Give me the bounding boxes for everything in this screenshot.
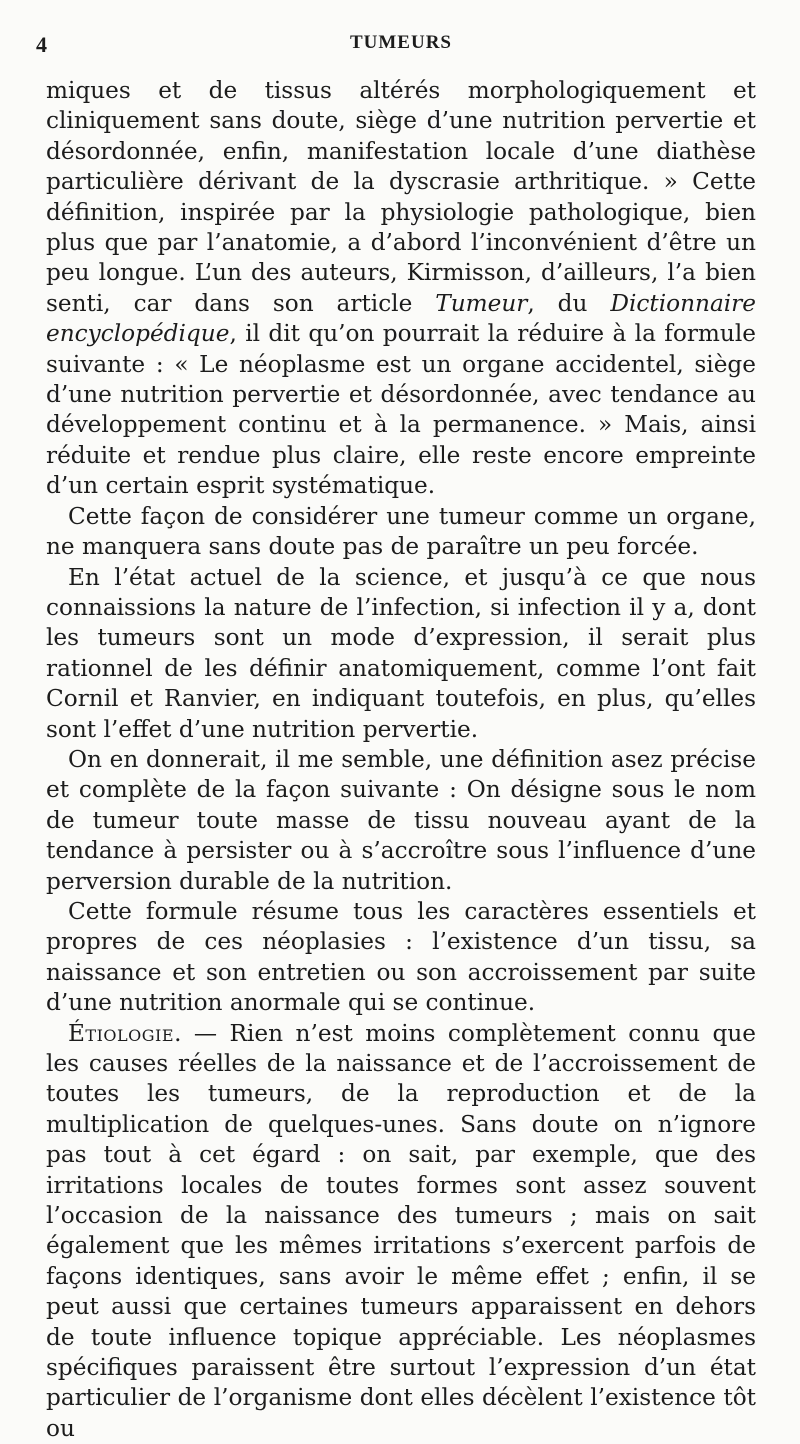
- page-header: [36, 32, 756, 76]
- page-number: 4: [36, 32, 47, 57]
- section-heading: Étiologie: [68, 1019, 175, 1047]
- paragraph: Cette formule résume tous les caractères essentiels et propres de ces néoplasies : l’existence d’un tissu, sa naissance et son entretien ou son accroissement par suite d’une nutrition anormale qui se continue.: [46, 897, 756, 1017]
- text-run: , il dit qu’on pourrait la réduire à la formule suivante : « Le néoplasme est un organe accidentel, siège d’une nutrition pervertie et désordonnée, avec tendance au développement continu et à la permanence. » Mais, ainsi réduite et rendue plus claire, elle reste encore empreinte d’un certain esprit systématique.: [46, 320, 756, 500]
- paragraph: En l’état actuel de la science, et jusqu’à ce que nous connaissions la nature de l’infection, si infection il y a, dont les tumeurs sont un mode d’expression, il serait plus rationnel de les définir anatomiquement, comme l’ont fait Cornil et Ranvier, en indiquant toutefois, en plus, qu’elles sont l’effet d’une nutrition pervertie.: [46, 563, 756, 743]
- italic-title: Tumeur: [435, 289, 528, 317]
- text-run: Rien n’est moins complètement connu que les causes réelles de la naissance et de l’accroissement de toutes les tumeurs, de la reproduction et de la multiplication de quelques-unes. Sans doute on n’ignore pas tout à cet égard : on sait, par exemple, que des irritations locales de toutes formes sont assez souvent l’occasion de la naissance des tumeurs ; mais on sait également que les mêmes irritations s’exercent parfois de façons identiques, sans avoir le même effet ; enfin, il se peut aussi que certaines tumeurs apparaissent en dehors de toute influence topique appréciable. Les néoplasmes spécifiques paraissent être surtout l’expression d’un état particulier de l’organisme dont elles décèlent l’existence tôt ou: [46, 1019, 756, 1442]
- paragraph-etiologie: [46, 1019, 756, 1444]
- heading-separator: . —: [174, 1019, 230, 1047]
- body-text: [46, 76, 756, 1444]
- paragraph-continuation: [46, 76, 756, 502]
- paragraph: Cette façon de considérer une tumeur comme un organe, ne manquera sans doute pas de paraître un peu forcée.: [46, 502, 756, 561]
- paragraph: On en donnerait, il me semble, une définition asez précise et complète de la façon suivante : On désigne sous le nom de tumeur toute masse de tissu nouveau ayant de la tendance à persister ou à s’accroître sous l’influence d’une perversion durable de la nutrition.: [46, 745, 756, 895]
- italic-title: Dictionnaire encyclopédique: [46, 289, 756, 348]
- text-run: , du: [527, 289, 611, 317]
- text-run: miques et de tissus altérés morphologiquement et cliniquement sans doute, siège d’une nutrition pervertie et désordonnée, enfin, manifestation locale d’une diathèse particulière dérivant de la dyscrasie arthritique. » Cette définition, inspirée par la physiologie pathologique, bien plus que par l’anatomie, a d’abord l’inconvénient d’être un peu longue. L’un des auteurs, Kirmisson, d’ailleurs, l’a bien senti, car dans son article: [46, 77, 756, 317]
- running-title: TUMEURS: [349, 32, 452, 53]
